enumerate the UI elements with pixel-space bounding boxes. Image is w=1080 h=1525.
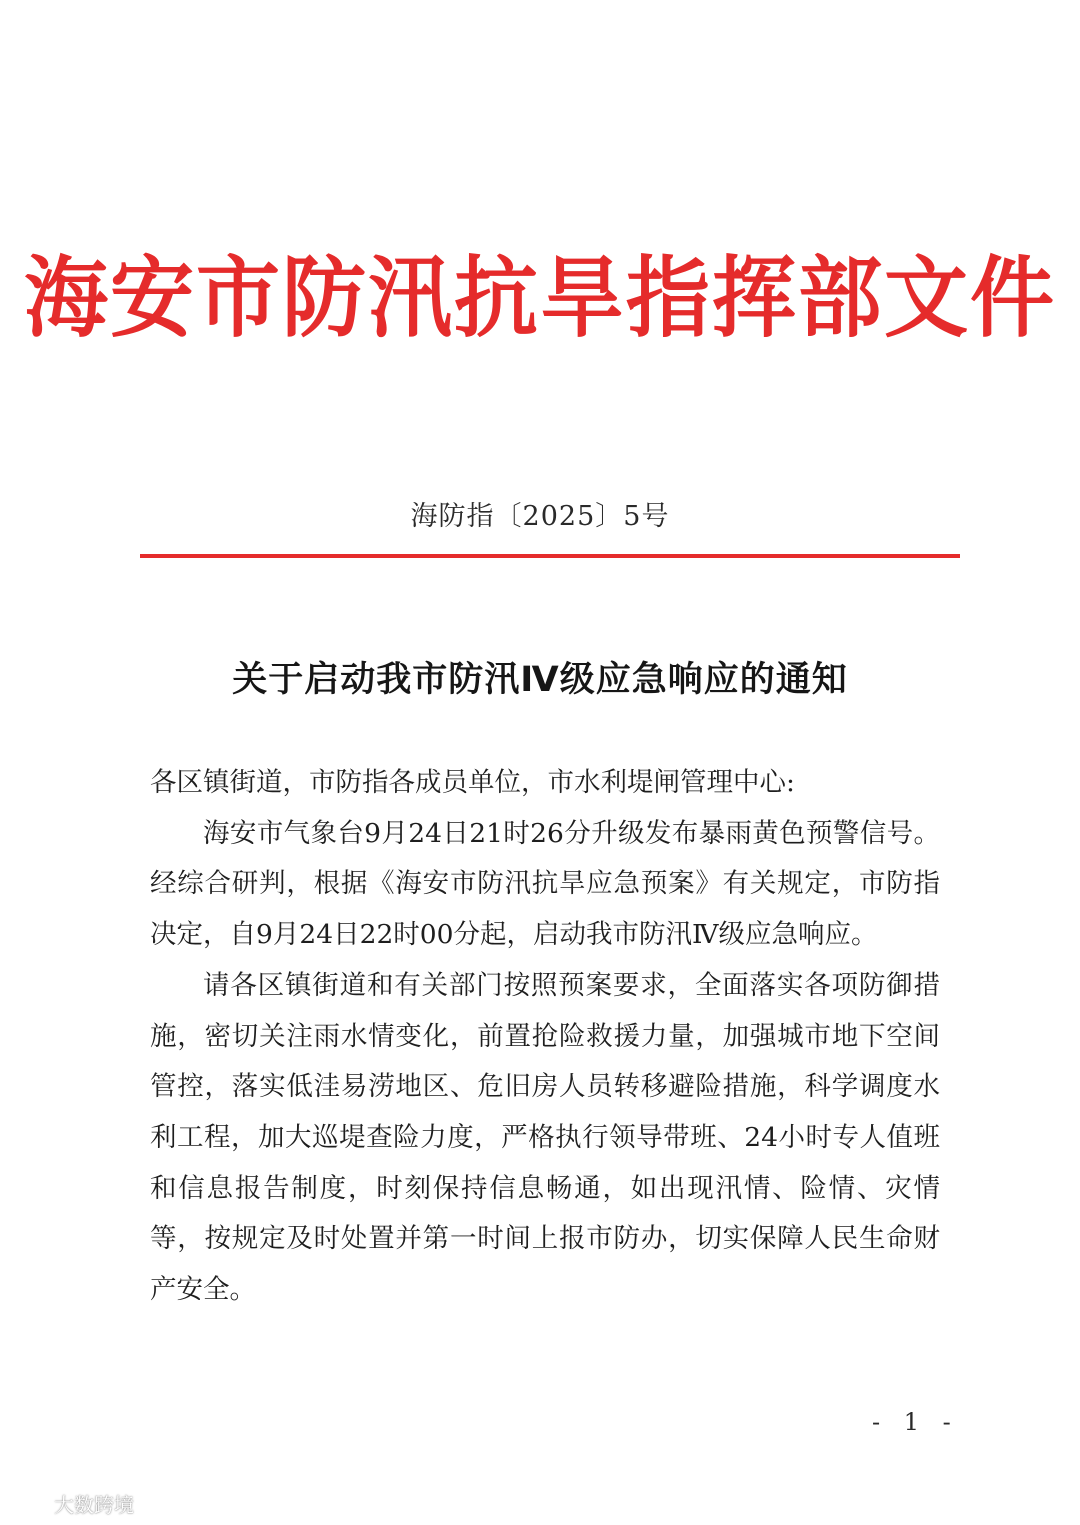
addressee: 各区镇街道，市防指各成员单位，市水利堤闸管理中心: bbox=[150, 767, 795, 798]
page-number: - 1 - bbox=[872, 1408, 959, 1436]
document-body bbox=[150, 758, 940, 1316]
issuer-header: 海安市防汛抗旱指挥部文件 bbox=[23, 246, 1056, 350]
red-divider-line bbox=[140, 554, 960, 558]
document-number: 海防指〔2025〕5号 bbox=[410, 501, 670, 532]
document-title: 关于启动我市防汛Ⅳ级应急响应的通知 bbox=[232, 660, 848, 700]
body-paragraph: 海安市气象台9月24日21时26分升级发布暴雨黄色预警信号。经综合研判，根据《海安市防汛抗旱应急预案》有关规定，市防指决定，自9月24日22时00分起，启动我市防汛Ⅳ级应急响应。 bbox=[150, 817, 940, 951]
wechat-logo-icon bbox=[12, 1493, 48, 1515]
body-paragraph: 请各区镇街道和有关部门按照预案要求，全面落实各项防御措施，密切关注雨水情变化，前置抢险救援力量，加强城市地下空间管控，落实低洼易涝地区、危旧房人员转移避险措施，科学调度水利工程，加大巡堤查险力度，严格执行领导带班、24小时专人值班和信息报告制度，时刻保持信息畅通，如出现汛情、险情、灾情等，按规定及时处置并第一时间上报市防办，切实保障人民生命财产安全。 bbox=[150, 969, 940, 1306]
watermark bbox=[12, 1489, 134, 1518]
watermark-text: 大数跨境 bbox=[54, 1493, 134, 1517]
